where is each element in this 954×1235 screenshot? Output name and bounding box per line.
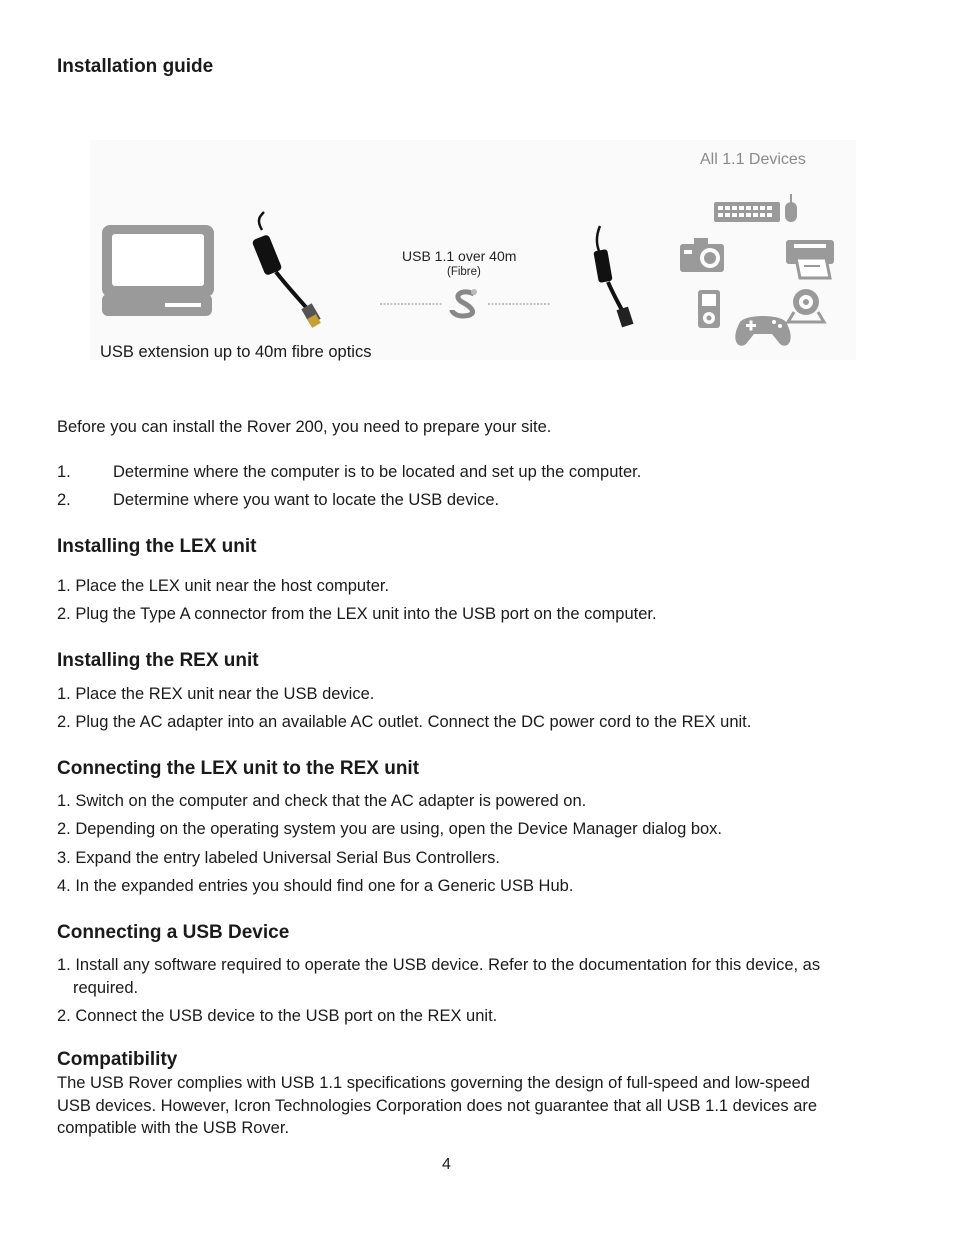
usb-cable-icon xyxy=(593,226,633,327)
media-player-icon xyxy=(698,290,720,328)
link-sublabel: (Fibre) xyxy=(447,266,481,278)
section-heading-lex: Installing the LEX unit xyxy=(57,536,257,557)
mouse-icon xyxy=(785,194,797,222)
fibre-spool-icon xyxy=(380,289,550,316)
prep-step-number: 1. xyxy=(57,463,71,481)
list-item: 2. Connect the USB device to the USB port on the REX unit. xyxy=(57,1007,498,1025)
printer-icon xyxy=(786,240,834,278)
list-item: 2. Depending on the operating system you are using, open the Device Manager dialog box. xyxy=(57,820,723,838)
devices-title: All 1.1 Devices xyxy=(700,151,806,168)
keyboard-icon xyxy=(714,202,780,222)
list-item: 2. Plug the Type A connector from the LEX unit into the USB port on the computer. xyxy=(57,605,657,623)
section-heading-device: Connecting a USB Device xyxy=(57,922,290,943)
list-item: 4. In the expanded entries you should find one for a Generic USB Hub. xyxy=(57,877,574,895)
webcam-icon xyxy=(788,289,824,322)
paragraph-line: compatible with the USB Rover. xyxy=(57,1119,290,1137)
list-item: 1. Install any software required to operate the USB device. Refer to the documentation for this device, as xyxy=(57,956,821,974)
intro-text: Before you can install the Rover 200, you need to prepare your site. xyxy=(57,418,552,436)
camera-icon xyxy=(680,238,724,272)
list-item: 1. Switch on the computer and check that the AC adapter is powered on. xyxy=(57,792,587,810)
list-item: 1. Place the LEX unit near the host computer. xyxy=(57,577,390,595)
computer-icon xyxy=(102,225,214,316)
section-heading-compatibility: Compatibility xyxy=(57,1049,178,1070)
section-heading-connect: Connecting the LEX unit to the REX unit xyxy=(57,758,420,779)
paragraph-line: The USB Rover complies with USB 1.1 specifications governing the design of full-speed and low-speed xyxy=(57,1074,810,1092)
paragraph-line: USB devices. However, Icron Technologies Corporation does not guarantee that all USB 1.1 devices are xyxy=(57,1097,818,1115)
list-item: 1. Place the REX unit near the USB device. xyxy=(57,685,375,703)
usb-cable-icon xyxy=(252,212,321,328)
list-item: 2. Plug the AC adapter into an available AC outlet. Connect the DC power cord to the REX unit. xyxy=(57,713,752,731)
list-item-continuation: required. xyxy=(73,979,139,997)
gamepad-icon xyxy=(735,316,790,346)
section-heading-rex: Installing the REX unit xyxy=(57,650,259,671)
link-label: USB 1.1 over 40m xyxy=(402,248,517,264)
figure-caption: USB extension up to 40m fibre optics xyxy=(100,343,372,361)
prep-step-text: Determine where the computer is to be located and set up the computer. xyxy=(113,463,642,481)
list-item: 3. Expand the entry labeled Universal Serial Bus Controllers. xyxy=(57,849,500,867)
prep-step-number: 2. xyxy=(57,491,71,509)
page-number: 4 xyxy=(442,1156,451,1173)
prep-step-text: Determine where you want to locate the USB device. xyxy=(113,491,500,509)
page-title: Installation guide xyxy=(57,56,214,77)
